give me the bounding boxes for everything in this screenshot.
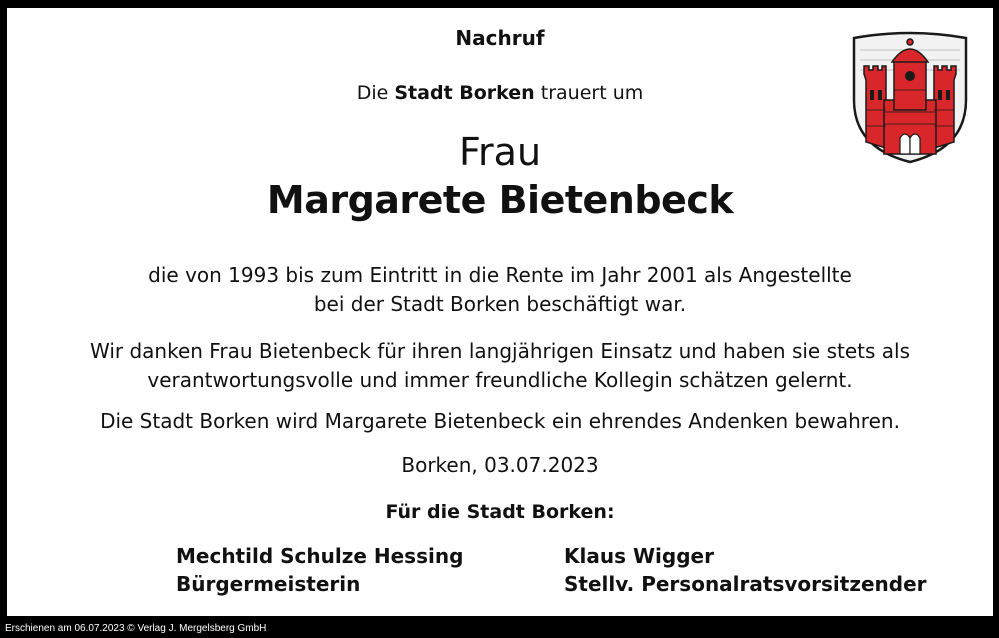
coat-of-arms-icon	[850, 30, 970, 165]
mourns-prefix: Die	[356, 82, 395, 104]
signatory-name: Mechtild Schulze Hessing	[176, 544, 464, 568]
mourns-organization: Stadt Borken	[394, 82, 535, 104]
notice-heading: Nachruf	[455, 26, 545, 50]
signatory-name: Klaus Wigger	[564, 544, 714, 568]
publication-footer: Erschienen am 06.07.2023 © Verlag J. Mergelsberg GmbH	[5, 623, 267, 634]
paragraph-remembrance: Die Stadt Borken wird Margarete Bietenbeck ein ehrendes Andenken bewahren.	[100, 409, 900, 433]
paragraph-thanks	[7, 337, 993, 395]
signatory-role: Stellv. Personalratsvorsitzender	[564, 572, 927, 596]
signatory-mayor	[176, 542, 463, 598]
paragraph-thanks-line-2: verantwortungsvolle und immer freundliche Kollegin schätzen gelernt.	[147, 368, 853, 392]
deceased-name: Margarete Bietenbeck	[266, 178, 734, 222]
paragraph-employment-line-2: bei der Stadt Borken beschäftigt war.	[313, 292, 687, 316]
obituary-notice	[7, 8, 993, 616]
signatory-role: Bürgermeisterin	[176, 572, 361, 596]
paragraph-thanks-line-1: Wir danken Frau Bietenbeck für ihren langjährigen Einsatz und haben sie stets als	[89, 339, 910, 363]
signatories-heading: Für die Stadt Borken:	[385, 501, 615, 523]
paragraph-employment	[7, 261, 993, 319]
place-date: Borken, 03.07.2023	[401, 453, 599, 477]
mourns-line	[7, 82, 993, 104]
deceased-salutation: Frau	[458, 130, 542, 174]
mourns-suffix: trauert um	[534, 82, 644, 104]
paragraph-employment-line-1: die von 1993 bis zum Eintritt in die Rente im Jahr 2001 als Angestellte	[148, 263, 852, 287]
signatory-staff-council	[564, 542, 927, 598]
